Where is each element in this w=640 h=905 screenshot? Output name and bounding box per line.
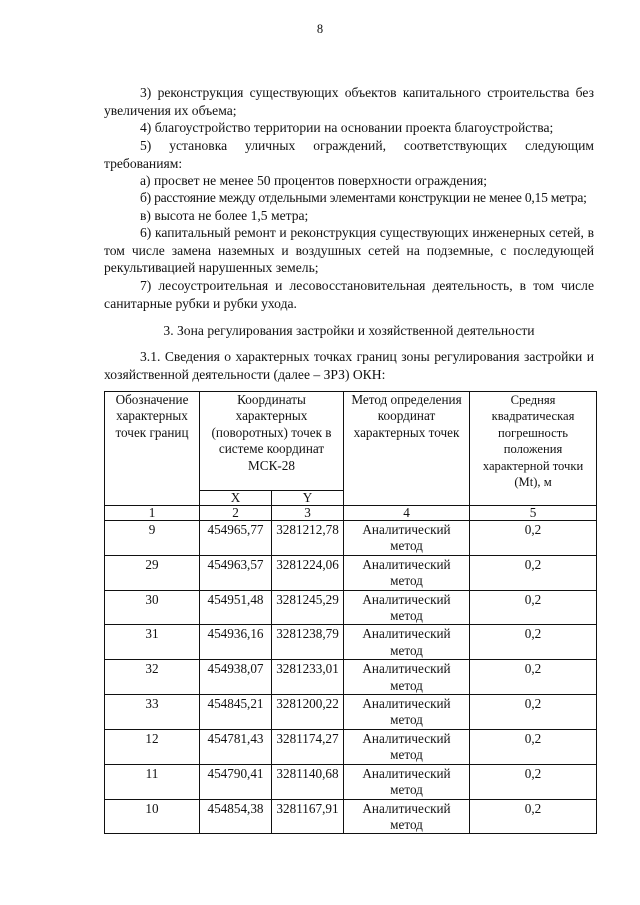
- x-cell: 454938,07: [200, 660, 272, 695]
- page-number: 8: [316, 22, 324, 36]
- x-cell: 454845,21: [200, 695, 272, 730]
- point-cell: 32: [105, 660, 200, 695]
- table-row: [105, 521, 597, 556]
- table-row: [105, 729, 597, 764]
- x-cell: 454854,38: [200, 799, 272, 834]
- header-coordinates: Координаты характерных (поворотных) точек в системе координат МСК-28: [200, 392, 344, 491]
- method-cell: Аналитический метод: [344, 555, 470, 590]
- error-cell: 0,2: [470, 729, 597, 764]
- y-cell: 3281167,91: [272, 799, 344, 834]
- error-cell: 0,2: [470, 521, 597, 556]
- x-cell: 454936,16: [200, 625, 272, 660]
- error-cell: 0,2: [470, 764, 597, 799]
- table-row: [105, 590, 597, 625]
- x-cell: 454781,43: [200, 729, 272, 764]
- method-cell: Аналитический метод: [344, 764, 470, 799]
- y-cell: 3281233,01: [272, 660, 344, 695]
- method-cell: Аналитический метод: [344, 729, 470, 764]
- header-error: Средняя квадратическая погрешность положения характерной точки (Mt), м: [470, 392, 597, 506]
- x-cell: 454963,57: [200, 555, 272, 590]
- list-item-5a: а) просвет не менее 50 процентов поверхности ограждения;: [140, 173, 488, 188]
- error-cell: 0,2: [470, 799, 597, 834]
- table-row: [105, 660, 597, 695]
- error-cell: 0,2: [470, 590, 597, 625]
- column-number: 5: [470, 506, 597, 521]
- section-title: 3. Зона регулирования застройки и хозяйственной деятельности: [163, 323, 535, 338]
- y-cell: 3281174,27: [272, 729, 344, 764]
- list-item-4: 4) благоустройство территории на основании проекта благоустройства;: [140, 120, 554, 135]
- y-cell: 3281200,22: [272, 695, 344, 730]
- table-row: [105, 764, 597, 799]
- method-cell: Аналитический метод: [344, 660, 470, 695]
- point-cell: 30: [105, 590, 200, 625]
- point-cell: 12: [105, 729, 200, 764]
- method-cell: Аналитический метод: [344, 590, 470, 625]
- y-cell: 3281245,29: [272, 590, 344, 625]
- column-number: 3: [272, 506, 344, 521]
- point-cell: 29: [105, 555, 200, 590]
- y-cell: 3281140,68: [272, 764, 344, 799]
- point-cell: 11: [105, 764, 200, 799]
- x-cell: 454790,41: [200, 764, 272, 799]
- method-cell: Аналитический метод: [344, 695, 470, 730]
- point-cell: 10: [105, 799, 200, 834]
- point-cell: 31: [105, 625, 200, 660]
- header-method: Метод определения координат характерных точек: [344, 392, 470, 506]
- list-item-5c: в) высота не более 1,5 метра;: [140, 208, 309, 223]
- header-x: X: [200, 491, 272, 506]
- table-row: [105, 555, 597, 590]
- list-item-5b: б) расстояние между отдельными элементами конструкции не менее 0,15 метра;: [140, 190, 587, 205]
- y-cell: 3281212,78: [272, 521, 344, 556]
- column-number: 2: [200, 506, 272, 521]
- table-row: [105, 695, 597, 730]
- method-cell: Аналитический метод: [344, 799, 470, 834]
- header-y: Y: [272, 491, 344, 506]
- method-cell: Аналитический метод: [344, 521, 470, 556]
- column-number: 1: [105, 506, 200, 521]
- error-cell: 0,2: [470, 555, 597, 590]
- y-cell: 3281238,79: [272, 625, 344, 660]
- error-cell: 0,2: [470, 695, 597, 730]
- column-number-row: [105, 506, 597, 521]
- column-number: 4: [344, 506, 470, 521]
- table-row: [105, 625, 597, 660]
- list-item-7: 7) лесоустроительная и лесовосстановительная деятельность, в том числе санитарные рубки и рубки ухода.: [104, 278, 594, 311]
- point-cell: 33: [105, 695, 200, 730]
- list-item-5: 5) установка уличных ограждений, соответствующих следующим требованиям:: [104, 138, 594, 171]
- header-point-label: Обозначение характерных точек границ: [105, 392, 200, 506]
- subsection-text: 3.1. Сведения о характерных точках границ зоны регулирования застройки и хозяйственной деятельности (далее – ЗРЗ) ОКН:: [104, 349, 594, 382]
- list-item-6: 6) капитальный ремонт и реконструкция существующих инженерных сетей, в том числе замена наземных и воздушных сетей на подземные, с последующей рекультивацией нарушенных земель;: [104, 225, 594, 275]
- error-cell: 0,2: [470, 625, 597, 660]
- error-cell: 0,2: [470, 660, 597, 695]
- x-cell: 454951,48: [200, 590, 272, 625]
- table-row: [105, 799, 597, 834]
- x-cell: 454965,77: [200, 521, 272, 556]
- list-item-3: 3) реконструкция существующих объектов капитального строительства без увеличения их объема;: [104, 85, 594, 118]
- method-cell: Аналитический метод: [344, 625, 470, 660]
- y-cell: 3281224,06: [272, 555, 344, 590]
- table-header-row: [105, 392, 597, 491]
- point-cell: 9: [105, 521, 200, 556]
- coordinates-table: [104, 391, 597, 834]
